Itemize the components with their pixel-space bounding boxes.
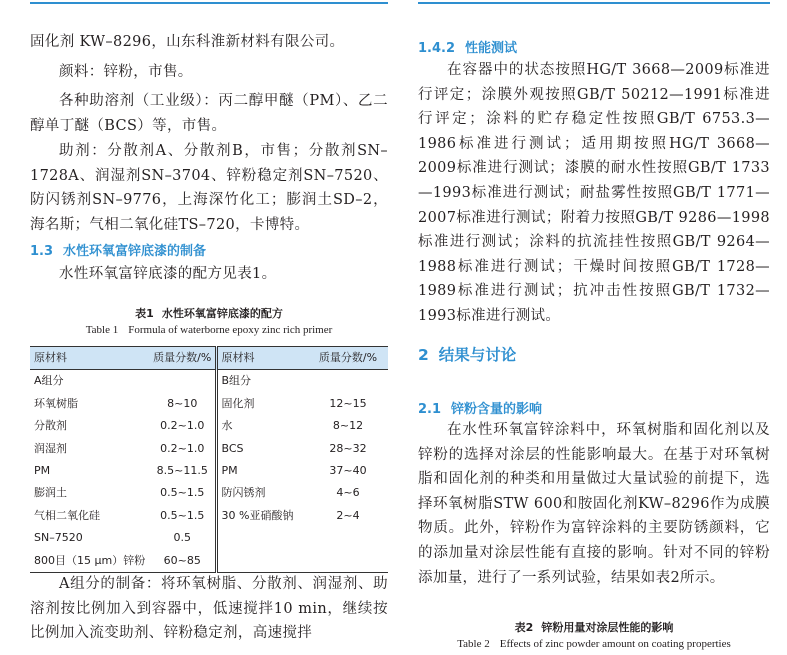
material-cell: B组分 [216,370,308,393]
section-title: 水性环氧富锌底漆的制备 [63,244,207,259]
table-row [30,527,388,549]
mass-fraction-cell: 2~4 [336,508,360,522]
header-material-a: 原材料 [34,351,67,364]
section-number: 2 [418,346,429,364]
table-row [30,393,388,415]
section-number: 2.1 [418,402,442,417]
material-cell: 30 %亚硝酸钠 [216,505,308,527]
mass-fraction-cell [150,370,216,393]
material-cell [216,527,308,549]
material-cell: 润湿剂 [34,441,67,455]
section-number: 1.3 [30,244,54,259]
material-cell: 分散剂 [34,419,67,433]
table-number-en: Table 1 [85,324,119,336]
header-mass-fraction-b: 质量分数/% [318,351,378,364]
mass-fraction-cell: 37~40 [329,464,367,478]
paragraph-test-methods: 在容器中的状态按照HG/T 3668—2009标准进行评定；涂膜外观按照GB/T 50212—1991标准进行评定；涂料的贮存稳定性按照GB/T 6753.3—1986标准进行测试；适用期按照HG/T 3668—2009标准进行测试；漆膜的耐水性按照GB/T 1733—1993标准进行测试；耐盐雾性按照GB/T 1771—2007标准进行测试；附着力按照GB/T 9286—1998标准进行测试；涂料的抗流挂性按照GB/T 9264—1988标准进行测试；干燥时间按照GB/T 1728—1989标准进行测试；抗冲击性按照GB/T 1732—1993标准进行测试。 [418,62,770,324]
material-cell: BCS [216,438,308,460]
mass-fraction-cell: 0.2~1.0 [160,419,205,433]
material-cell: A组分 [34,374,64,388]
mass-fraction-cell [308,527,388,549]
section-heading-2 [418,343,516,365]
section-title: 结果与讨论 [438,346,517,364]
mass-fraction-cell: 4~6 [336,486,360,500]
material-cell [216,550,308,573]
table-row [30,482,388,504]
mass-fraction-cell: 60~85 [150,550,216,573]
header-rule-left [30,2,388,4]
header-material-b: 原材料 [216,347,308,370]
material-cell: 水 [216,415,308,437]
material-cell: SN–7520 [34,531,83,545]
table-title-en: Formula of waterborne epoxy zinc rich primer [128,324,333,336]
material-cell: 气相二氧化硅 [34,508,100,522]
table-header-row [30,347,388,370]
material-cell: 膨润土 [34,486,67,500]
table1-caption-cn [30,305,388,321]
table-number: 表2 [514,621,534,634]
table1-caption-en [30,324,388,336]
mass-fraction-cell: 12~15 [329,396,367,410]
mass-fraction-cell: 8~12 [332,419,364,433]
mass-fraction-cell: 28~32 [329,441,367,455]
mass-fraction-cell: 8~10 [167,396,198,410]
section-title: 锌粉含量的影响 [451,402,543,417]
table-row [30,415,388,437]
section-heading-1-3 [30,240,206,259]
mass-fraction-cell: 0.5~1.5 [160,486,205,500]
paragraph-formula-intro: 水性环氧富锌底漆的配方见表1。 [59,266,277,282]
section-title: 性能测试 [465,41,518,56]
mass-fraction-cell [308,550,388,573]
mass-fraction-cell: 0.5 [173,531,191,545]
section-heading-2-1 [418,398,542,417]
material-cell: 防闪锈剂 [216,482,308,504]
header-mass-fraction-a: 质量分数/% [153,351,212,364]
mass-fraction-cell: 0.5~1.5 [160,508,205,522]
table-title: 锌粉用量对涂层性能的影响 [541,621,674,634]
paragraph-zinc-content: 在水性环氧富锌涂料中，环氧树脂和固化剂以及锌粉的选择对涂层的性能影响最大。在基于对环氧树脂和固化剂的种类和用量做过大量试验的前提下，选择环氧树脂STW 600和胺固化剂KW–8296作为成膜物质。此外，锌粉作为富锌涂料的主要防锈颜料，它的添加量对涂层性能有直接的影响。针对不同的锌粉添加量，进行了一系列试验，结果如表2所示。 [418,422,770,586]
material-cell: 固化剂 [216,393,308,415]
table2-caption-en [418,638,770,650]
table-row [30,438,388,460]
mass-fraction-cell: 8.5~11.5 [156,464,208,478]
table-row [30,505,388,527]
table-title-en: Effects of zinc powder amount on coating properties [499,638,731,650]
section-heading-1-4-2 [418,37,517,56]
formula-table [30,346,388,573]
paragraph-component-a-prep: A组分的制备：将环氧树脂、分散剂、润湿剂、助溶剂按比例加入到容器中，低速搅拌10 min，继续按比例加入流变助剂、锌粉稳定剂，高速搅拌 [30,576,388,642]
table2-caption-cn [418,619,770,635]
paragraph-additives: 助剂：分散剂A、分散剂B，市售；分散剂SN–1728A、润湿剂SN–3704、锌粉稳定剂SN–7520、防闪锈剂SN–9776，上海深竹化工；膨润土SD–2，海名斯；气相二氧化硅TS–720，卡博特。 [30,143,388,233]
table-row [30,370,388,393]
mass-fraction-cell [308,370,388,393]
paragraph-curing-agent: 固化剂 KW–8296，山东科淮新材料有限公司。 [30,34,345,50]
table-number: 表1 [135,307,154,320]
paragraph-pigment: 颜料：锌粉，市售。 [59,64,193,80]
table-title: 水性环氧富锌底漆的配方 [161,307,283,320]
material-cell: PM [34,464,51,478]
table-number-en: Table 2 [457,638,490,650]
header-rule-right [418,2,770,4]
table-row [30,550,388,573]
paragraph-solvents: 各种助溶剂（工业级）：丙二醇甲醚（PM）、乙二醇单丁醚（BCS）等，市售。 [30,93,388,134]
mass-fraction-cell: 0.2~1.0 [160,441,205,455]
section-number: 1.4.2 [418,41,456,56]
table-row [30,460,388,482]
material-cell: 800目（15 μm）锌粉 [30,550,150,573]
material-cell: PM [216,460,308,482]
material-cell: 环氧树脂 [34,396,78,410]
